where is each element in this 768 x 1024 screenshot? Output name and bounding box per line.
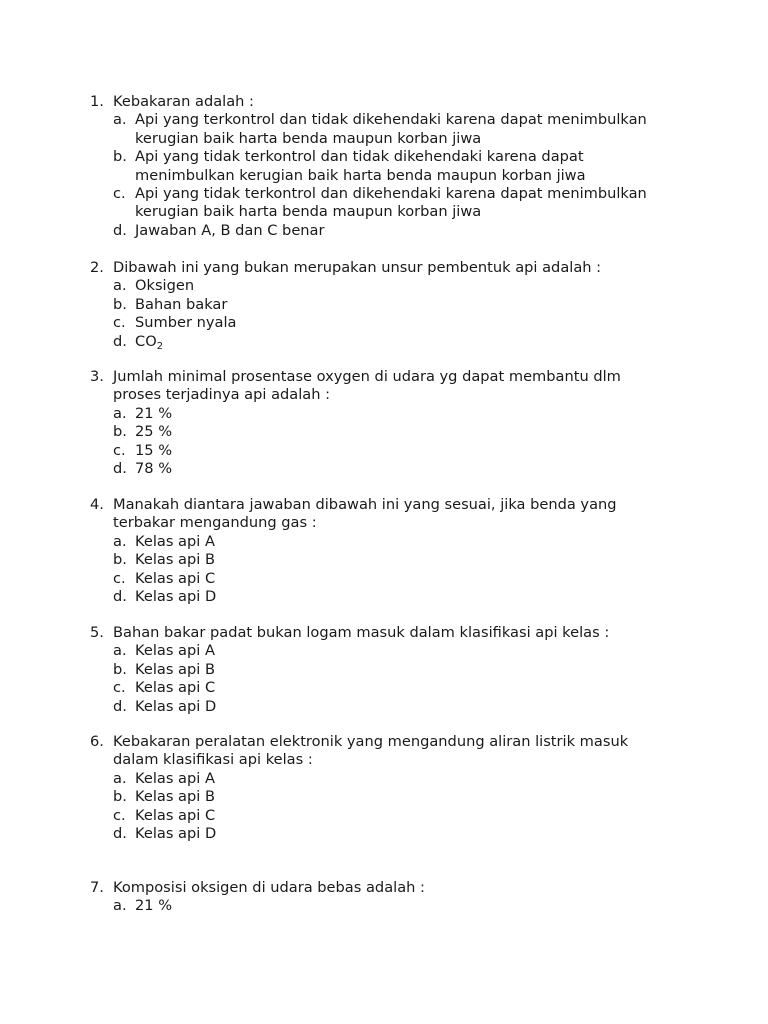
option-text-line: Kelas api B: [135, 551, 215, 569]
question-1: [90, 93, 690, 240]
option-c: [90, 314, 690, 332]
question-stem: [90, 93, 690, 111]
option-b: [90, 661, 690, 679]
option-text-line: Kelas api A: [135, 532, 215, 550]
option-letter: a.: [113, 897, 127, 915]
option-text-line: kerugian baik harta benda maupun korban jiwa: [135, 129, 482, 147]
option-d: [90, 333, 690, 356]
question-text-line: Jumlah minimal prosentase oxygen di udara yg dapat membantu dlm: [113, 368, 621, 385]
option-b: [90, 148, 690, 185]
option-letter: c.: [113, 679, 126, 697]
option-text-line: Jawaban A, B dan C benar: [135, 221, 325, 239]
formula-text: CO: [135, 332, 157, 350]
option-text-line: Bahan bakar: [135, 295, 228, 313]
option-letter: a.: [113, 277, 127, 295]
option-a: [90, 533, 690, 551]
option-b: [90, 788, 690, 806]
question-stem: [90, 496, 690, 533]
option-letter: a.: [113, 769, 127, 787]
option-d: [90, 222, 690, 240]
option-letter: d.: [113, 697, 127, 715]
option-text-line: Kelas api B: [135, 788, 215, 806]
option-text-line: 25 %: [135, 423, 173, 441]
option-text-line: Api yang tidak terkontrol dan dikehendaki karena dapat menimbulkan: [135, 185, 647, 203]
question-text-line: Komposisi oksigen di udara bebas adalah :: [113, 879, 425, 896]
option-text-line: Api yang terkontrol dan tidak dikehendaki karena dapat menimbulkan: [135, 111, 647, 129]
option-letter: b.: [113, 551, 127, 569]
option-c: [90, 570, 690, 588]
question-stem: [90, 624, 690, 642]
option-b: [90, 296, 690, 314]
option-a: [90, 277, 690, 295]
option-c: [90, 807, 690, 825]
option-d: [90, 698, 690, 716]
question-number: 4.: [90, 496, 104, 513]
option-text-line: Sumber nyala: [135, 314, 237, 332]
option-letter: d.: [113, 825, 127, 843]
option-letter: b.: [113, 295, 127, 313]
question-number: 7.: [90, 879, 104, 896]
question-stem: [90, 733, 690, 770]
option-letter: b.: [113, 423, 127, 441]
question-stem: [90, 259, 690, 277]
question-text-line: terbakar mengandung gas :: [113, 514, 317, 532]
option-letter: c.: [113, 185, 126, 203]
option-text-line: menimbulkan kerugian baik harta benda maupun korban jiwa: [135, 166, 586, 184]
option-text-line: 21 %: [135, 404, 173, 422]
option-a: [90, 770, 690, 788]
option-letter: c.: [113, 806, 126, 824]
option-letter: a.: [113, 111, 127, 129]
option-a: [90, 897, 690, 915]
question-6: [90, 733, 690, 843]
question-stem: [90, 879, 690, 897]
question-number: 1.: [90, 93, 104, 110]
option-text-line: Kelas api C: [135, 806, 216, 824]
option-text-line: kerugian baik harta benda maupun korban jiwa: [135, 203, 482, 221]
option-letter: a.: [113, 404, 127, 422]
option-letter: c.: [113, 569, 126, 587]
option-c: [90, 442, 690, 460]
question-text-line: proses terjadinya api adalah :: [113, 386, 331, 404]
formula-subscript: 2: [156, 340, 164, 352]
option-text-line: Kelas api A: [135, 769, 215, 787]
option-letter: b.: [113, 788, 127, 806]
option-a: [90, 405, 690, 423]
question-number: 6.: [90, 733, 104, 750]
option-c: [90, 185, 690, 222]
question-text-line: Manakah diantara jawaban dibawah ini yang sesuai, jika benda yang: [113, 496, 617, 513]
option-letter: d.: [113, 460, 127, 478]
option-text-line: Kelas api A: [135, 642, 215, 660]
option-letter: d.: [113, 221, 127, 239]
question-4: [90, 496, 690, 606]
question-number: 3.: [90, 368, 104, 385]
question-text-line: dalam klasifikasi api kelas :: [113, 751, 313, 769]
option-letter: b.: [113, 148, 127, 166]
question-3: [90, 368, 690, 478]
option-letter: a.: [113, 532, 127, 550]
option-letter: c.: [113, 441, 126, 459]
option-text-line: Kelas api C: [135, 679, 216, 697]
option-text-line: Api yang tidak terkontrol dan tidak dikehendaki karena dapat: [135, 148, 584, 166]
option-b: [90, 423, 690, 441]
option-text-line: Oksigen: [135, 277, 195, 295]
option-letter: a.: [113, 642, 127, 660]
option-d: [90, 588, 690, 606]
option-text-line: Kelas api C: [135, 569, 216, 587]
option-d: [90, 460, 690, 478]
option-letter: b.: [113, 660, 127, 678]
option-text-line: Kelas api B: [135, 660, 215, 678]
question-stem: [90, 368, 690, 405]
option-text-line: 21 %: [135, 897, 173, 915]
option-text-line: Kelas api D: [135, 825, 217, 843]
option-c: [90, 679, 690, 697]
option-letter: c.: [113, 314, 126, 332]
option-text-line: [135, 333, 690, 356]
option-text-line: Kelas api D: [135, 697, 217, 715]
question-text-line: Bahan bakar padat bukan logam masuk dalam klasifikasi api kelas :: [113, 624, 610, 641]
question-number: 5.: [90, 624, 104, 641]
option-letter: d.: [113, 332, 127, 350]
option-b: [90, 551, 690, 569]
option-a: [90, 642, 690, 660]
question-text-line: Kebakaran adalah :: [113, 93, 254, 110]
question-text-line: Kebakaran peralatan elektronik yang mengandung aliran listrik masuk: [113, 733, 629, 750]
option-text-line: 78 %: [135, 460, 173, 478]
option-d: [90, 825, 690, 843]
question-text-line: Dibawah ini yang bukan merupakan unsur pembentuk api adalah :: [113, 259, 602, 276]
option-a: [90, 111, 690, 148]
question-7: [90, 879, 690, 916]
question-2: [90, 259, 690, 356]
question-number: 2.: [90, 259, 104, 276]
question-5: [90, 624, 690, 716]
option-text-line: 15 %: [135, 441, 173, 459]
option-text-line: Kelas api D: [135, 588, 217, 606]
option-letter: d.: [113, 588, 127, 606]
